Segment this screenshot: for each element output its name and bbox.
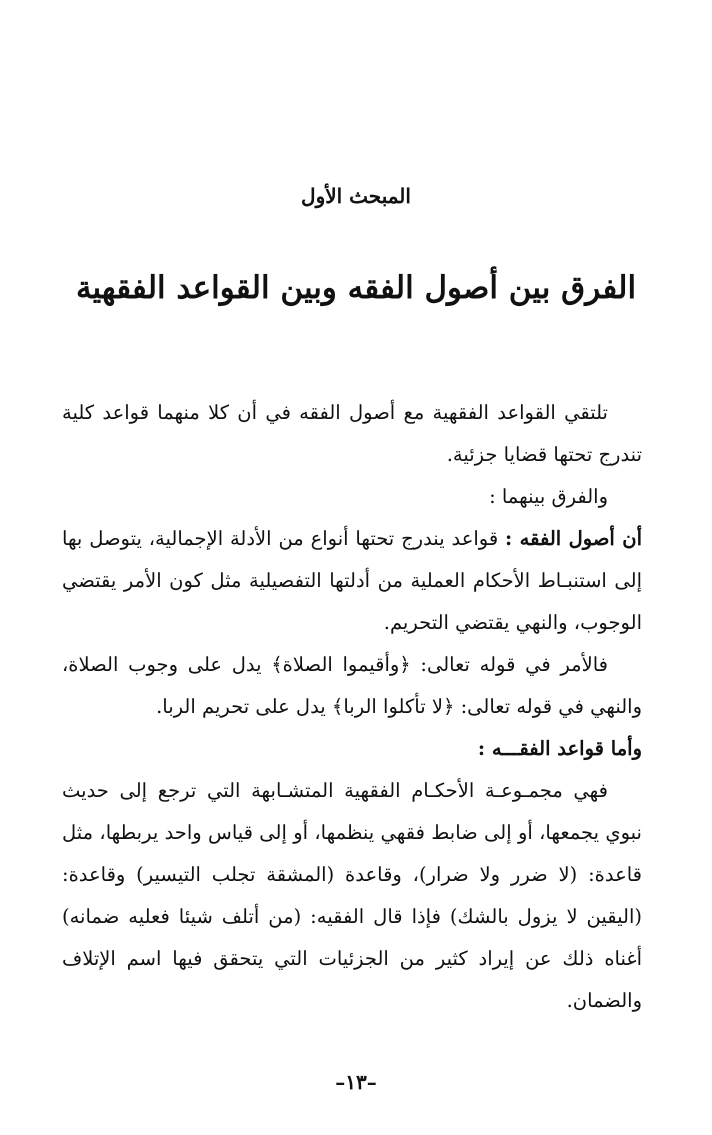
usul-paragraph	[62, 518, 642, 644]
body-text	[62, 392, 642, 1022]
difference-intro: والفرق بينهما :	[489, 485, 608, 508]
intro-paragraph: تلتقي القواعد الفقهية مع أصول الفقه في أن كلا منهما قواعد كلية تندرج تحتها قضايا جزئية.	[62, 401, 642, 466]
page-number: –١٣–	[335, 1070, 377, 1094]
section-label: المبحث الأول	[301, 184, 411, 208]
example-paragraph: فالأمر في قوله تعالى: ﴿وأقيموا الصلاة﴾ يدل على وجوب الصلاة، والنهي في قوله تعالى: ﴿لا تأكلوا الربا﴾ يدل على تحريم الربا.	[62, 653, 642, 718]
usul-text: قواعد يندرج تحتها أنواع من الأدلة الإجمالية، يتوصل بها إلى استنبـاط الأحكام العملية من أدلتها التفصيلية مثل كون الأمر يقتضي الوجوب، والنهي يقتضي التحريم.	[62, 527, 642, 634]
chapter-title: الفرق بين أصول الفقه وبين القواعد الفقهية	[75, 270, 637, 306]
usul-label: أن أصول الفقه :	[505, 527, 643, 550]
qawaid-label: وأما قواعد الفقـــه :	[477, 737, 642, 760]
qawaid-paragraph: فهي مجمـوعـة الأحكـام الفقهية المتشـابهة التي ترجع إلى حديث نبوي يجمعها، أو إلى ضابط فقهي ينظمها، أو إلى قياس واحد يربطها، مثل قاعدة: (لا ضرر ولا ضرار)، وقاعدة (المشقة تجلب التيسير) وقاعدة: (اليقين لا يزول بالشك) فإذا قال الفقيه: (من أتلف شيئا فعليه ضمانه) أغناه ذلك عن إيراد كثير من الجزئيات التي يتحقق فيها اسم الإتلاف والضمان.	[62, 779, 642, 1012]
